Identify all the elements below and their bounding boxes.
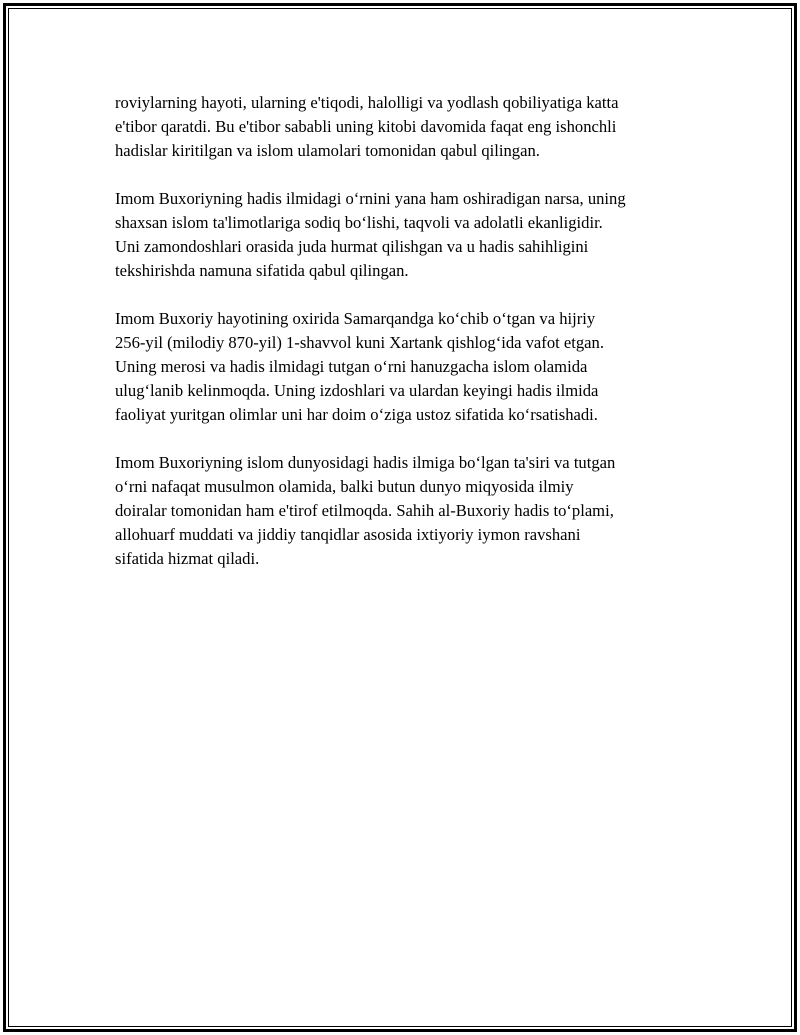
text-line: tekshirishda namuna sifatida qabul qilingan.: [115, 261, 409, 280]
paragraph-4: [115, 451, 695, 571]
paragraph-2: [115, 187, 695, 283]
text-line: roviylarning hayoti, ularning e'tiqodi, halolligi va yodlash qobiliyatiga katta: [115, 93, 619, 112]
text-line: Imom Buxoriyning islom dunyosidagi hadis ilmiga bo‘lgan ta'siri va tutgan: [115, 453, 616, 472]
paragraph-1: [115, 91, 695, 163]
text-line: Imom Buxoriy hayotining oxirida Samarqandga ko‘chib o‘tgan va hijriy: [115, 309, 596, 328]
text-line: 256-yil (milodiy 870-yil) 1-shavvol kuni Xartank qishlog‘ida vafot etgan.: [115, 333, 604, 352]
text-line: o‘rni nafaqat musulmon olamida, balki butun dunyo miqyosida ilmiy: [115, 477, 574, 496]
text-line: ulug‘lanib kelinmoqda. Uning izdoshlari va ulardan keyingi hadis ilmida: [115, 381, 599, 400]
text-line: e'tibor qaratdi. Bu e'tibor sababli uning kitobi davomida faqat eng ishonchli: [115, 117, 617, 136]
text-line: Uning merosi va hadis ilmidagi tutgan o‘rni hanuzgacha islom olamida: [115, 357, 588, 376]
document-body: [115, 91, 695, 595]
text-line: allohuarf muddati va jiddiy tanqidlar asosida ixtiyoriy iymon ravshani: [115, 525, 581, 544]
text-line: faoliyat yuritgan olimlar uni har doim o‘ziga ustoz sifatida ko‘rsatishadi.: [115, 405, 598, 424]
text-line: Imom Buxoriyning hadis ilmidagi o‘rnini yana ham oshiradigan narsa, uning: [115, 189, 626, 208]
text-line: hadislar kiritilgan va islom ulamolari tomonidan qabul qilingan.: [115, 141, 540, 160]
text-line: Uni zamondoshlari orasida juda hurmat qilishgan va u hadis sahihligini: [115, 237, 589, 256]
text-line: shaxsan islom ta'limotlariga sodiq bo‘lishi, taqvoli va adolatli ekanligidir.: [115, 213, 603, 232]
paragraph-3: [115, 307, 695, 427]
text-line: doiralar tomonidan ham e'tirof etilmoqda. Sahih al-Buxoriy hadis to‘plami,: [115, 501, 614, 520]
text-line: sifatida hizmat qiladi.: [115, 549, 260, 568]
